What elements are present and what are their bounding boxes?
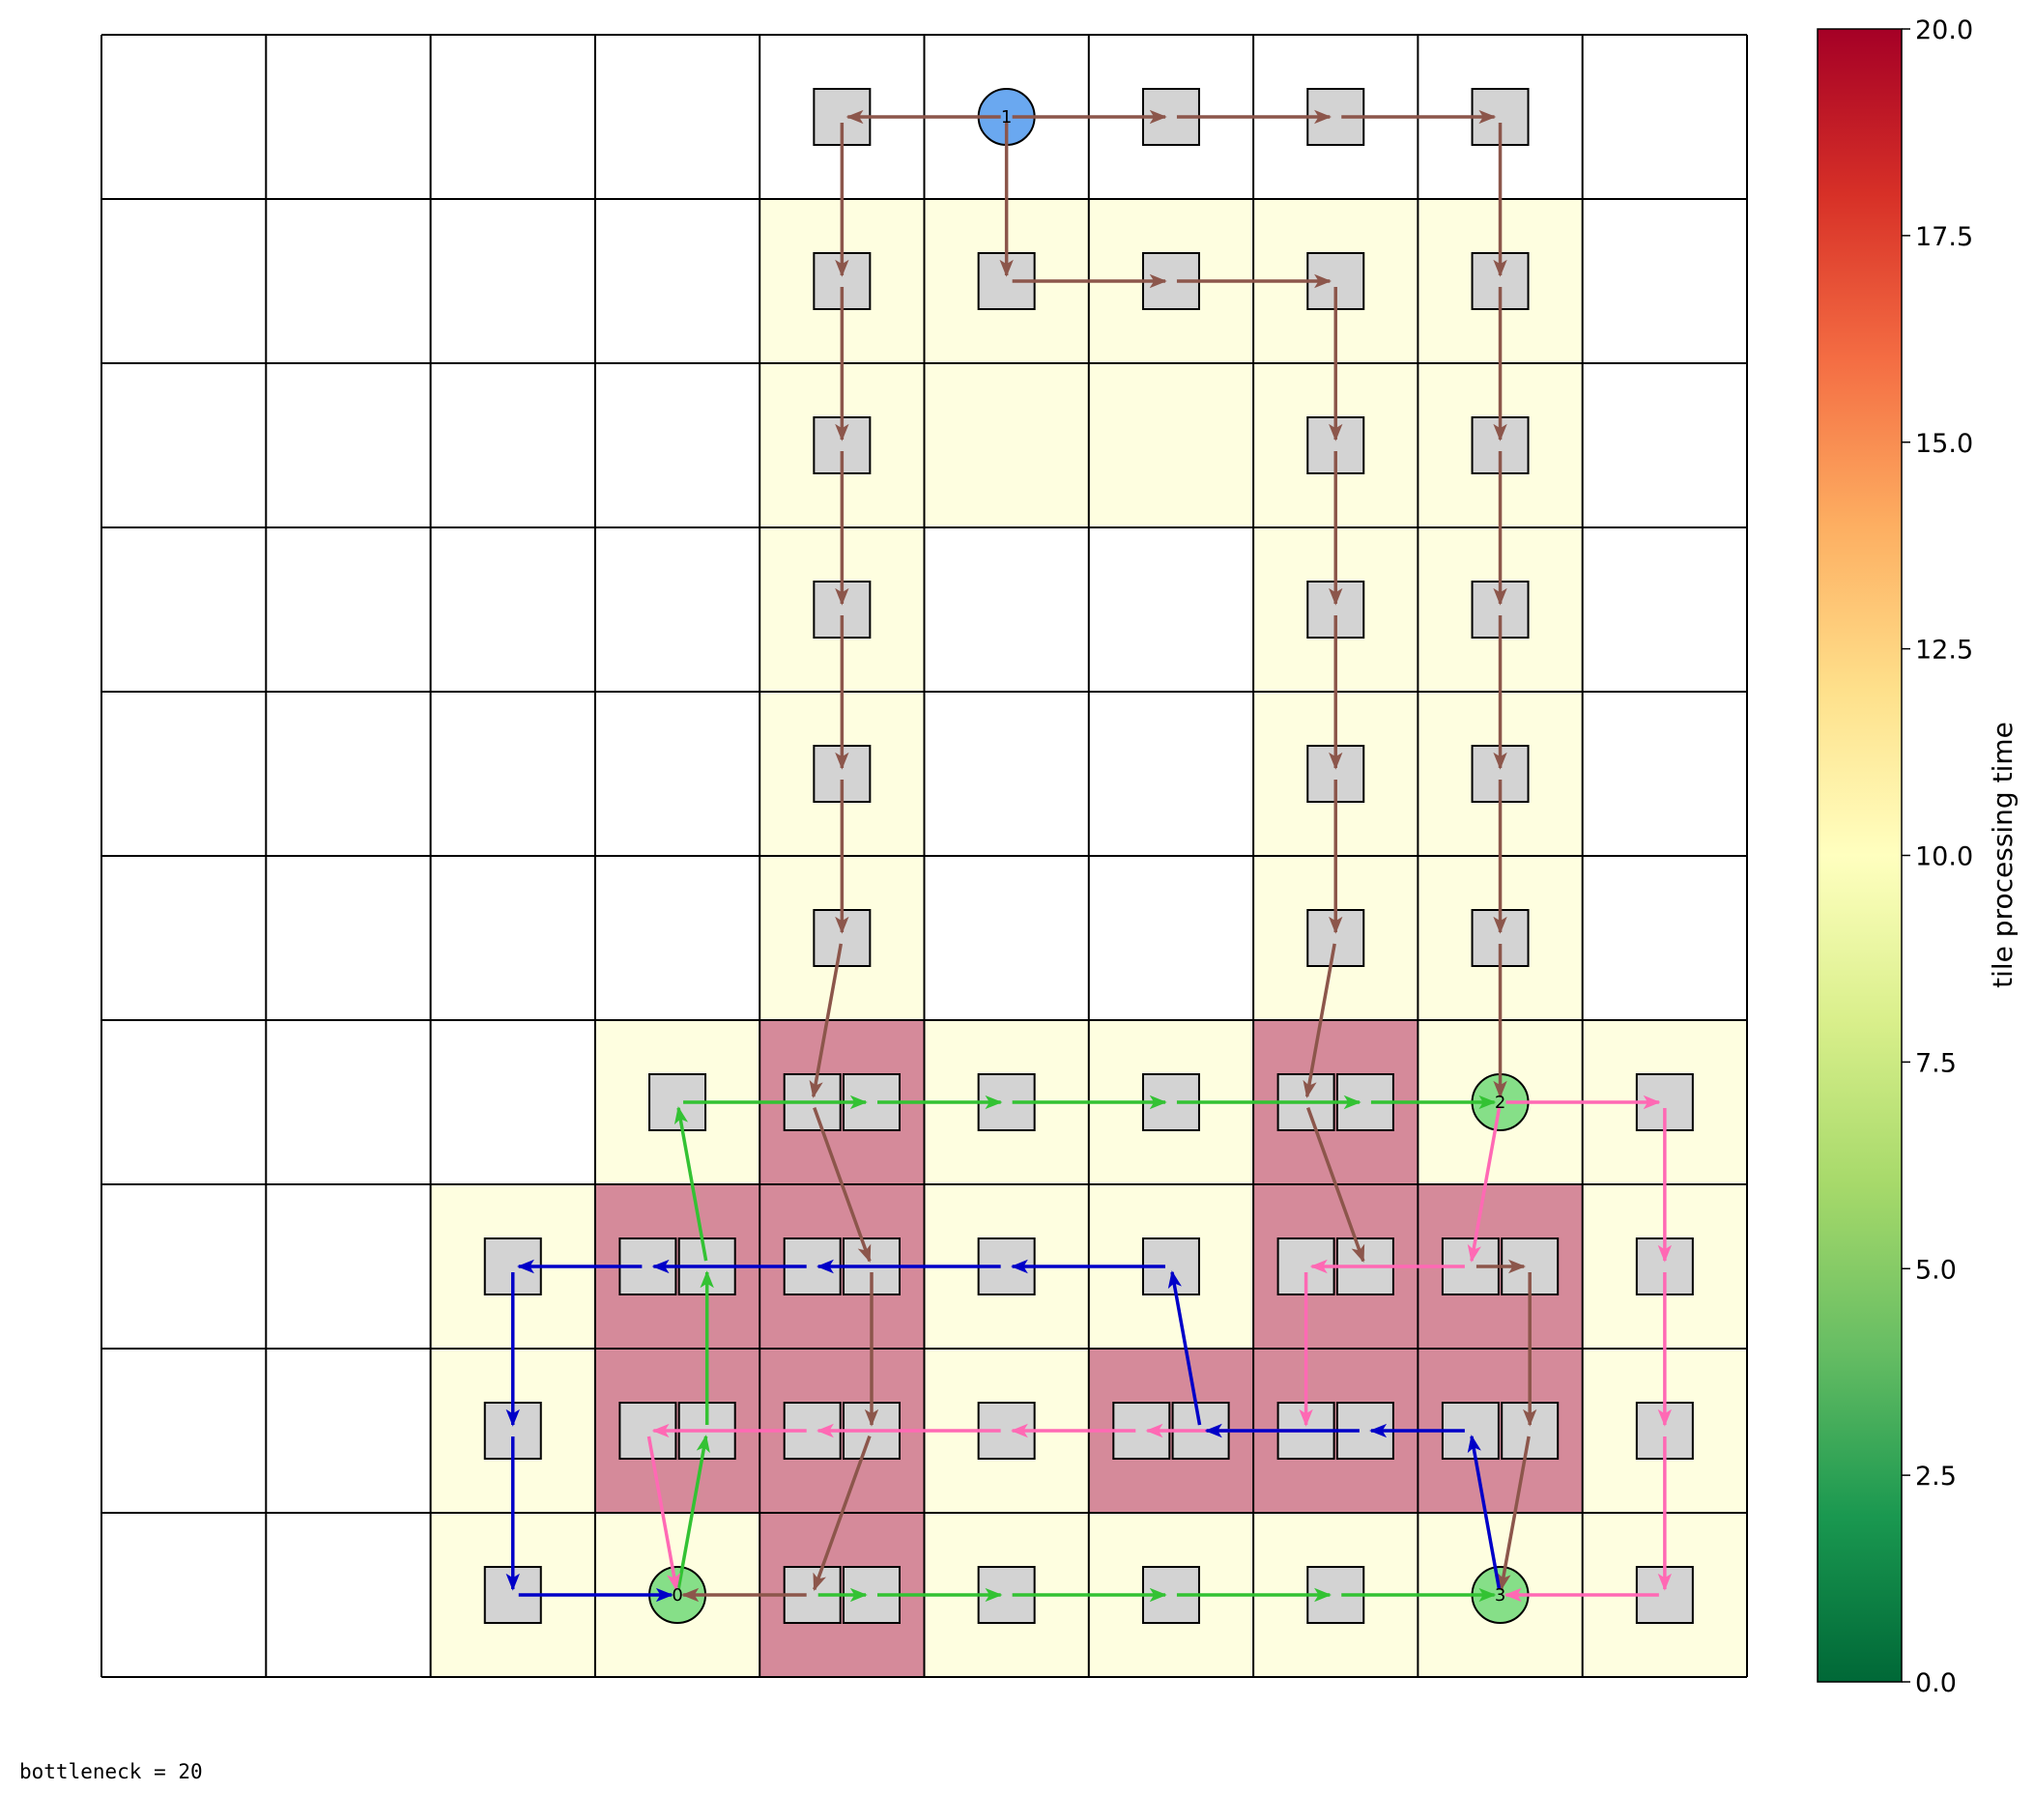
grid-cell bbox=[266, 363, 430, 527]
grid-cell bbox=[1583, 692, 1747, 856]
grid-cell bbox=[101, 1349, 266, 1513]
grid-cell bbox=[101, 1184, 266, 1349]
grid-cell bbox=[266, 692, 430, 856]
grid-cell bbox=[1583, 363, 1747, 527]
colorbar-scale bbox=[1818, 29, 1902, 1682]
grid-cell bbox=[595, 363, 759, 527]
grid-cell bbox=[1583, 527, 1747, 692]
grid-cell bbox=[431, 35, 595, 199]
bottleneck-readout: bottleneck = 20 bbox=[19, 1760, 203, 1783]
grid-cell bbox=[1089, 527, 1253, 692]
grid-cell bbox=[101, 1513, 266, 1677]
grid-cell bbox=[595, 856, 759, 1020]
colorbar-tick-label: 0.0 bbox=[1915, 1668, 1957, 1698]
grid-cell bbox=[266, 527, 430, 692]
grid-cell bbox=[101, 199, 266, 363]
grid-cell bbox=[1583, 35, 1747, 199]
grid-cell bbox=[266, 1349, 430, 1513]
grid-cell bbox=[925, 527, 1089, 692]
grid-cell bbox=[266, 1184, 430, 1349]
grid-cell bbox=[101, 692, 266, 856]
grid-cell bbox=[595, 527, 759, 692]
grid-cell bbox=[925, 856, 1089, 1020]
colorbar bbox=[1818, 15, 2019, 1698]
grid-cell bbox=[266, 35, 430, 199]
grid-cell bbox=[431, 856, 595, 1020]
grid-cell bbox=[595, 692, 759, 856]
grid-cell bbox=[1583, 856, 1747, 1020]
colorbar-tick-label: 20.0 bbox=[1915, 15, 1974, 45]
grid-cell bbox=[595, 35, 759, 199]
colorbar-tick-label: 15.0 bbox=[1915, 428, 1974, 459]
grid-cell bbox=[101, 1020, 266, 1184]
node-id-label: 3 bbox=[1494, 1585, 1506, 1606]
colorbar-tick-label: 12.5 bbox=[1915, 635, 1974, 666]
grid-cell bbox=[925, 692, 1089, 856]
colorbar-tick-label: 5.0 bbox=[1915, 1255, 1957, 1286]
node-id-label: 2 bbox=[1494, 1093, 1506, 1113]
grid-cell bbox=[431, 1020, 595, 1184]
node-id-label: 1 bbox=[1000, 107, 1013, 128]
colorbar-tick-label: 7.5 bbox=[1915, 1048, 1957, 1079]
grid-cell bbox=[431, 527, 595, 692]
colorbar-tick-label: 2.5 bbox=[1915, 1462, 1957, 1493]
grid-cell bbox=[101, 856, 266, 1020]
grid-cell bbox=[101, 363, 266, 527]
colorbar-label: tile processing time bbox=[1987, 722, 2019, 988]
grid-cell bbox=[431, 692, 595, 856]
grid-cell bbox=[431, 199, 595, 363]
grid-cell bbox=[266, 856, 430, 1020]
grid-cell bbox=[1583, 199, 1747, 363]
grid-cell bbox=[266, 1513, 430, 1677]
node-id-label: 0 bbox=[672, 1585, 683, 1606]
colorbar-ticks bbox=[1902, 15, 1973, 1698]
grid-cell bbox=[1089, 856, 1253, 1020]
grid-cell bbox=[1089, 363, 1253, 527]
colorbar-tick-label: 17.5 bbox=[1915, 221, 1974, 252]
grid-cell bbox=[101, 527, 266, 692]
grid-cell bbox=[101, 35, 266, 199]
colorbar-tick-label: 10.0 bbox=[1915, 841, 1974, 872]
grid-cell bbox=[1089, 692, 1253, 856]
grid-cell bbox=[431, 363, 595, 527]
grid-cell bbox=[595, 199, 759, 363]
grid-cell bbox=[266, 199, 430, 363]
grid-cell bbox=[925, 363, 1089, 527]
grid-cell bbox=[266, 1020, 430, 1184]
